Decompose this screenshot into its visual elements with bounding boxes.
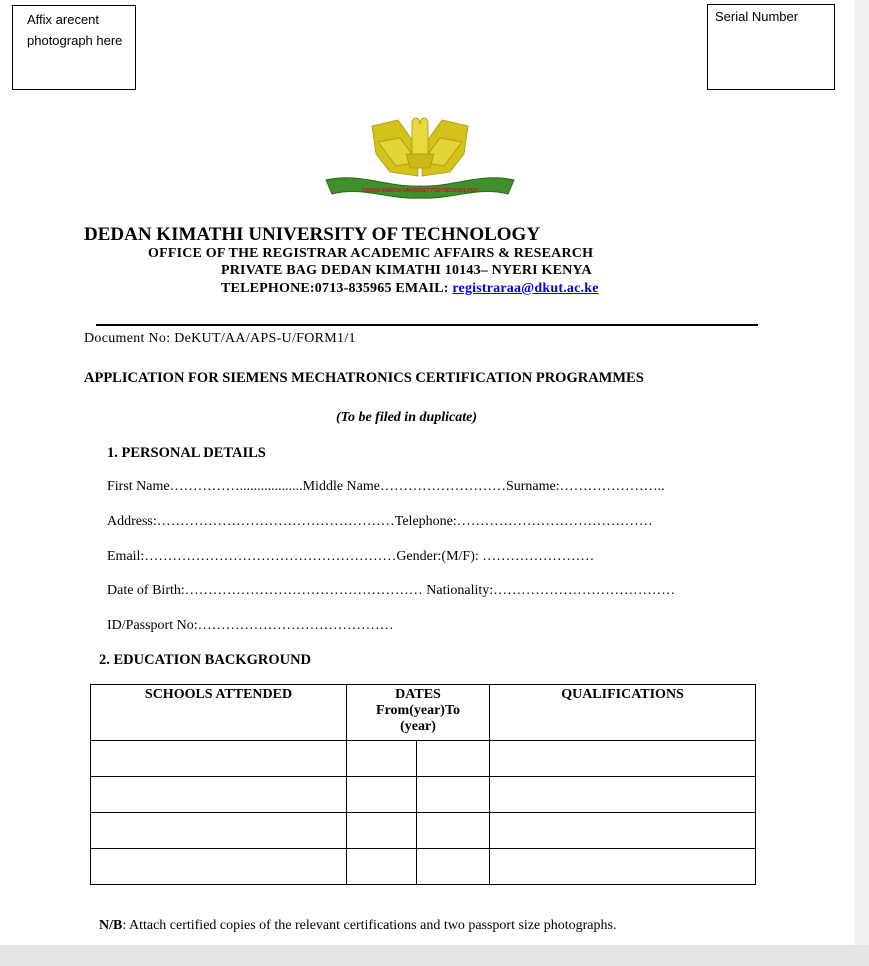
contact-line xyxy=(221,281,599,297)
application-title: APPLICATION FOR SIEMENS MECHATRONICS CERTIFICATION PROGRAMMES xyxy=(84,370,644,386)
duplicate-text: To be filed in duplicate xyxy=(340,410,473,425)
dates-year-label: (year) xyxy=(400,719,436,734)
serial-number-label: Serial Number xyxy=(715,9,799,24)
qualifications-column-header: QUALIFICATIONS xyxy=(490,685,756,741)
university-logo xyxy=(320,114,520,206)
nb-label: N/B xyxy=(99,918,123,933)
address-line: PRIVATE BAG DEDAN KIMATHI 10143– NYERI KENYA xyxy=(221,263,592,278)
paren-open: ( xyxy=(336,410,341,425)
contact-prefix: TELEPHONE:0713-835965 EMAIL: xyxy=(221,281,453,296)
to-year-cell[interactable] xyxy=(417,777,490,813)
qualification-cell[interactable] xyxy=(490,741,756,777)
table-row xyxy=(91,849,756,885)
table-row xyxy=(91,813,756,849)
photo-placeholder-box xyxy=(12,5,136,90)
dates-from-to-label: From(year)To xyxy=(376,703,460,718)
school-cell[interactable] xyxy=(91,849,347,885)
education-table-header xyxy=(91,685,756,741)
nb-text: : Attach certified copies of the relevant certifications and two passport size photographs. xyxy=(122,918,617,933)
first-name-row[interactable]: First Name……………..................Middle Name………………………Surname:………………….. xyxy=(107,479,665,494)
address-row[interactable]: Address:……………………………………………Telephone:…………………………………… xyxy=(107,514,653,529)
from-year-cell[interactable] xyxy=(347,813,417,849)
photo-box-text: Affix arecent photograph here xyxy=(27,12,123,48)
paren-close: ) xyxy=(472,410,478,425)
from-year-cell[interactable] xyxy=(347,741,417,777)
education-heading: 2. EDUCATION BACKGROUND xyxy=(99,652,312,668)
from-year-cell[interactable] xyxy=(347,777,417,813)
passport-row[interactable]: ID/Passport No:…………………………………… xyxy=(107,618,394,633)
logo-banner-text: DEDAN KIMATHI UNIVERSITY OF TECHNOLOGY xyxy=(362,188,478,194)
to-year-cell[interactable] xyxy=(417,849,490,885)
email-row[interactable]: Email:………………………………………………Gender:(M/F): …………………… xyxy=(107,549,595,564)
dates-label: DATES xyxy=(395,687,441,702)
university-name: DEDAN KIMATHI UNIVERSITY OF TECHNOLOGY xyxy=(84,224,541,245)
document-number: Document No: DeKUT/AA/APS-U/FORM1/1 xyxy=(84,331,356,346)
logo-crest-icon xyxy=(372,118,468,176)
qualification-cell[interactable] xyxy=(490,849,756,885)
school-cell[interactable] xyxy=(91,813,347,849)
header-divider xyxy=(96,324,758,326)
vertical-scrollbar[interactable] xyxy=(855,0,869,945)
to-year-cell[interactable] xyxy=(417,813,490,849)
footer-note xyxy=(99,918,616,934)
table-row xyxy=(91,777,756,813)
horizontal-scrollbar[interactable] xyxy=(0,945,869,966)
school-cell[interactable] xyxy=(91,741,347,777)
qualification-cell[interactable] xyxy=(490,813,756,849)
to-year-cell[interactable] xyxy=(417,741,490,777)
personal-details-heading: 1. PERSONAL DETAILS xyxy=(107,445,266,461)
email-link[interactable]: registraraa@dkut.ac.ke xyxy=(452,281,599,296)
duplicate-note xyxy=(336,410,477,426)
from-year-cell[interactable] xyxy=(347,849,417,885)
qualification-cell[interactable] xyxy=(490,777,756,813)
serial-number-box xyxy=(707,4,835,90)
schools-column-header: SCHOOLS ATTENDED xyxy=(91,685,347,741)
office-line: OFFICE OF THE REGISTRAR ACADEMIC AFFAIRS & RESEARCH xyxy=(148,246,594,261)
dob-row[interactable]: Date of Birth:…………………………………………… Nationality:………………………………… xyxy=(107,583,676,598)
education-table xyxy=(90,684,756,885)
table-row xyxy=(91,741,756,777)
dates-column-header xyxy=(347,685,490,741)
school-cell[interactable] xyxy=(91,777,347,813)
